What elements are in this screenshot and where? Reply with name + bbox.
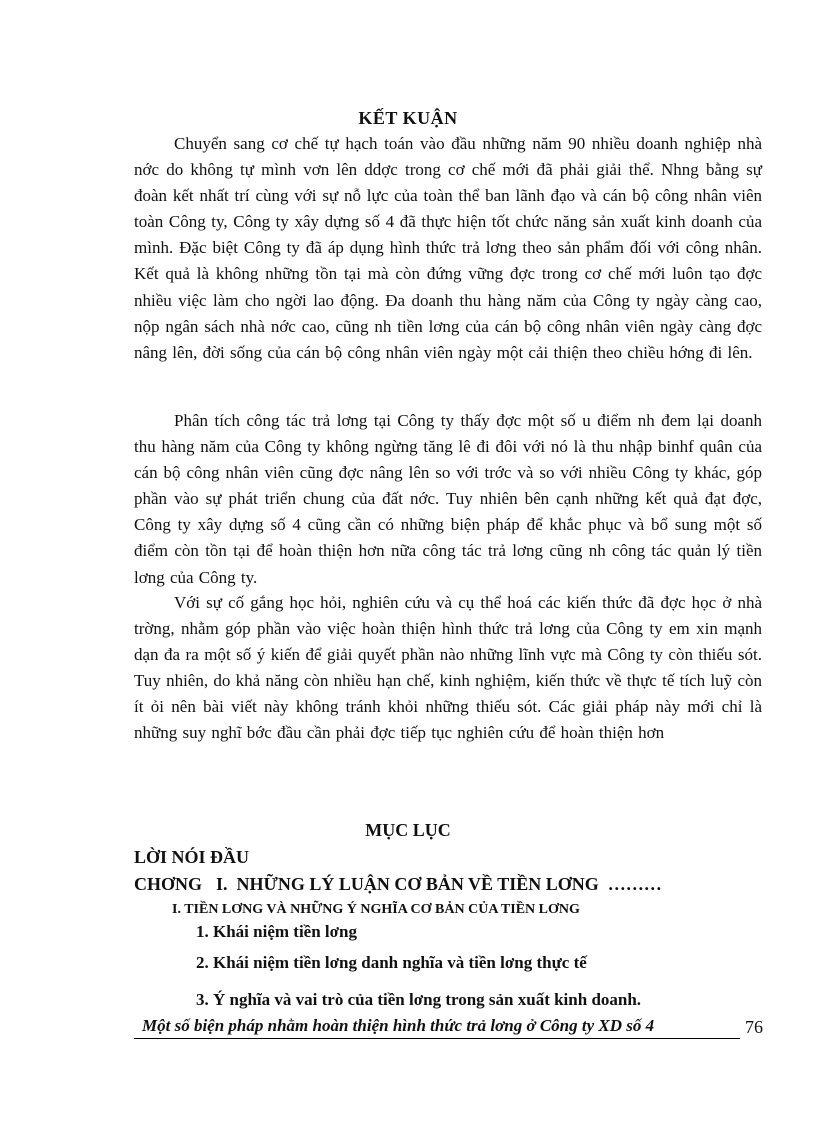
footer-rule: [134, 1038, 740, 1039]
toc-subsection-3: 3. Ý nghĩa và vai trò của tiền lơng trong sản xuất kinh doanh.: [196, 990, 642, 1009]
toc-chapter-number: I.: [216, 874, 228, 894]
toc-chapter-title: NHỮNG LÝ LUẬN CƠ BẢN VỀ TIỀN LƠNG: [236, 874, 599, 894]
toc-subsection-1: 1. Khái niệm tiền lơng: [196, 922, 358, 941]
toc-chapter-1: [134, 874, 662, 895]
conclusion-paragraph-3: Với sự cố gắng học hỏi, nghiên cứu và cụ thể hoá các kiến thức đã đợc học ở nhà trờng, nhằm góp phần vào việc hoàn thiện hình thức trả lơng của Công ty em xin mạnh dạn đa ra một số ý kiến để giải quyết phần nào những lĩnh vực mà Công ty còn thiếu sót. Tuy nhiên, do khả năng còn nhiều hạn chế, kinh nghiệm, kiến thức về thực tế tích luỹ còn ít ỏi nên bài viết này không tránh khỏi những thiếu sót. Các giải pháp này mới chỉ là những suy nghĩ bớc đầu cần phải đợc tiếp tục nghiên cứu để hoàn thiện hơn: [134, 593, 762, 743]
footer-text: Một số biện pháp nhằm hoàn thiện hình thức trả lơng ở Công ty XD số 4: [142, 1016, 655, 1035]
toc-section-1: I. TIỀN LƠNG VÀ NHỮNG Ý NGHĨA CƠ BẢN CỦA TIỀN LƠNG: [172, 902, 580, 917]
toc-subsection-2: 2. Khái niệm tiền lơng danh nghĩa và tiền lơng thực tế: [196, 953, 587, 972]
conclusion-title: KẾT KUẬN: [358, 108, 458, 128]
toc-chapter-label: CHƠNG: [134, 874, 203, 894]
conclusion-paragraph-2: Phân tích công tác trả lơng tại Công ty thấy đợc một số u điểm nh đem lại doanh thu hàng năm của Công ty không ngừng tăng lê đi đôi với nó là thu nhập binhf quân của cán bộ công nhân viên cũng đợc nâng lên so với trớc và so với nhiều Công ty khác, góp phần vào sự phát triển chung của đất nớc. Tuy nhiên bên cạnh những kết quả đạt đợc, Công ty xây dựng số 4 cũng cần có những biện pháp để khắc phục và bổ sung một số điểm còn tồn tại để hoàn thiện hơn nữa công tác trả lơng cũng nh công tác quản lý tiền lơng của Công ty.: [134, 411, 762, 587]
toc-title: MỤC LỤC: [365, 820, 451, 840]
toc-preface: LỜI NÓI ĐẦU: [134, 847, 250, 867]
page-number: 76: [745, 1017, 763, 1037]
conclusion-paragraph-1: Chuyển sang cơ chế tự hạch toán vào đầu những năm 90 nhiều doanh nghiệp nhà nớc do không tự mình vơn lên ddợc trong cơ chế mới đã phải giải thể. Nhng bằng sự đoàn kết nhất trí cùng với sự nỗ lực của toàn thể ban lãnh đạo và cán bộ công nhân viên toàn Công ty, Công ty xây dựng số 4 đã thực hiện tốt chức năng sản xuất kinh doanh của mình. Đặc biệt Công ty đã áp dụng hình thức trả lơng theo sản phẩm đối với công nhân. Kết quả là không những tồn tại mà còn đứng vững đợc trong cơ chế mới luôn tạo đợc nhiều việc làm cho ngời lao động. Đa doanh thu hàng năm của Công ty ngày càng cao, nộp ngân sách nhà nớc cao, cũng nh tiền lơng của cán bộ công nhân viên ngày càng đợc nâng lên, đời sống của cán bộ công nhân viên ngày một cải thiện theo chiều hớng đi lên.: [134, 134, 762, 362]
toc-chapter-dots: ………: [607, 874, 662, 894]
